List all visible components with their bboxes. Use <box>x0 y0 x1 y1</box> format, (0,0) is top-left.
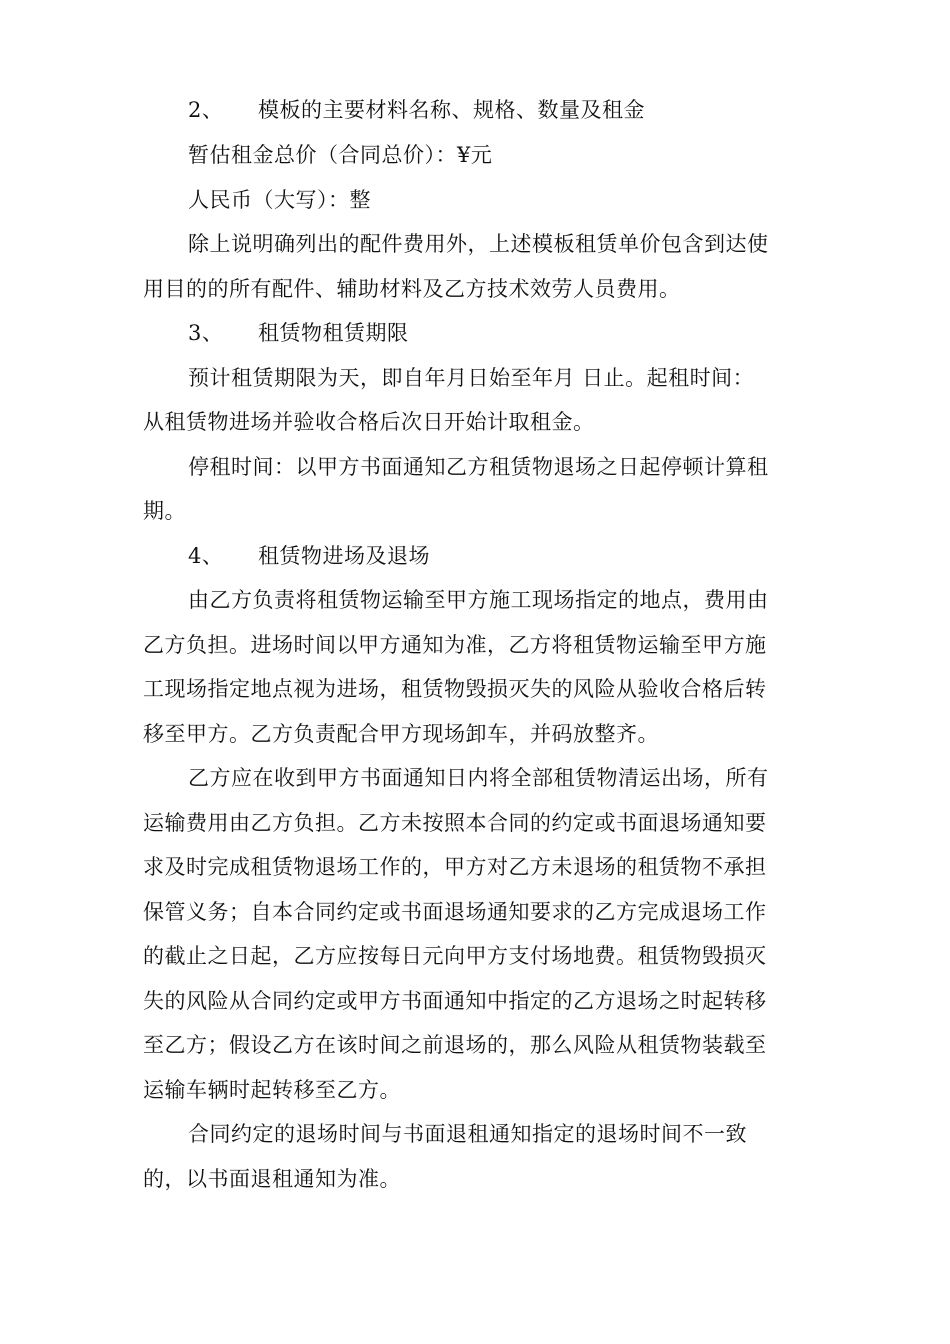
section-heading-2 <box>188 95 645 125</box>
section-number: 4、 <box>188 544 224 568</box>
section-title: 租赁物租赁期限 <box>258 321 409 345</box>
paragraph-line: 预计租赁期限为天，即自年月日始至年月 日止。起租时间： <box>188 366 755 390</box>
paragraph-line: 乙方负担。进场时间以甲方通知为准，乙方将租赁物运输至甲方施 <box>143 633 767 657</box>
section-title: 租赁物进场及退场 <box>258 544 430 568</box>
paragraph-line: 移至甲方。乙方负责配合甲方现场卸车，并码放整齐。 <box>143 722 659 746</box>
section-title: 模板的主要材料名称、规格、数量及租金 <box>258 98 645 122</box>
paragraph-line: 暂估租金总价（合同总价）：¥元 <box>188 143 493 167</box>
paragraph-line: 运输车辆时起转移至乙方。 <box>143 1078 401 1102</box>
paragraph-line: 工现场指定地点视为进场，租赁物毁损灭失的风险从验收合格后转 <box>143 677 767 701</box>
paragraph-line: 乙方应在收到甲方书面通知日内将全部租赁物清运出场，所有 <box>188 766 769 790</box>
paragraph-line: 的截止之日起，乙方应按每日元向甲方支付场地费。租赁物毁损灭 <box>143 944 767 968</box>
paragraph-line: 停租时间：以甲方书面通知乙方租赁物退场之日起停顿计算租 <box>188 455 769 479</box>
paragraph-line: 用目的的所有配件、辅助材料及乙方技术效劳人员费用。 <box>143 277 681 301</box>
section-number: 2、 <box>188 98 224 122</box>
section-heading-3 <box>188 318 409 348</box>
section-heading-4 <box>188 541 430 571</box>
section-number: 3、 <box>188 321 224 345</box>
paragraph-line: 从租赁物进场并验收合格后次日开始计取租金。 <box>143 410 595 434</box>
paragraph-line: 保管义务；自本合同约定或书面退场通知要求的乙方完成退场工作 <box>143 900 767 924</box>
paragraph-line: 至乙方；假设乙方在该时间之前退场的，那么风险从租赁物装载至 <box>143 1033 767 1057</box>
paragraph-line: 求及时完成租赁物退场工作的，甲方对乙方未退场的租赁物不承担 <box>143 855 767 879</box>
paragraph-line: 除上说明确列出的配件费用外，上述模板租赁单价包含到达使 <box>188 232 769 256</box>
paragraph-line: 合同约定的退场时间与书面退租通知指定的退场时间不一致 <box>188 1122 747 1146</box>
paragraph-line: 失的风险从合同约定或甲方书面通知中指定的乙方退场之时起转移 <box>143 989 767 1013</box>
paragraph-line: 由乙方负责将租赁物运输至甲方施工现场指定的地点，费用由 <box>188 588 769 612</box>
paragraph-line: 期。 <box>143 499 186 523</box>
paragraph-line: 运输费用由乙方负担。乙方未按照本合同的约定或书面退场通知要 <box>143 811 767 835</box>
paragraph-line: 的，以书面退租通知为准。 <box>143 1167 401 1191</box>
paragraph-line: 人民币（大写）：整 <box>188 188 371 212</box>
